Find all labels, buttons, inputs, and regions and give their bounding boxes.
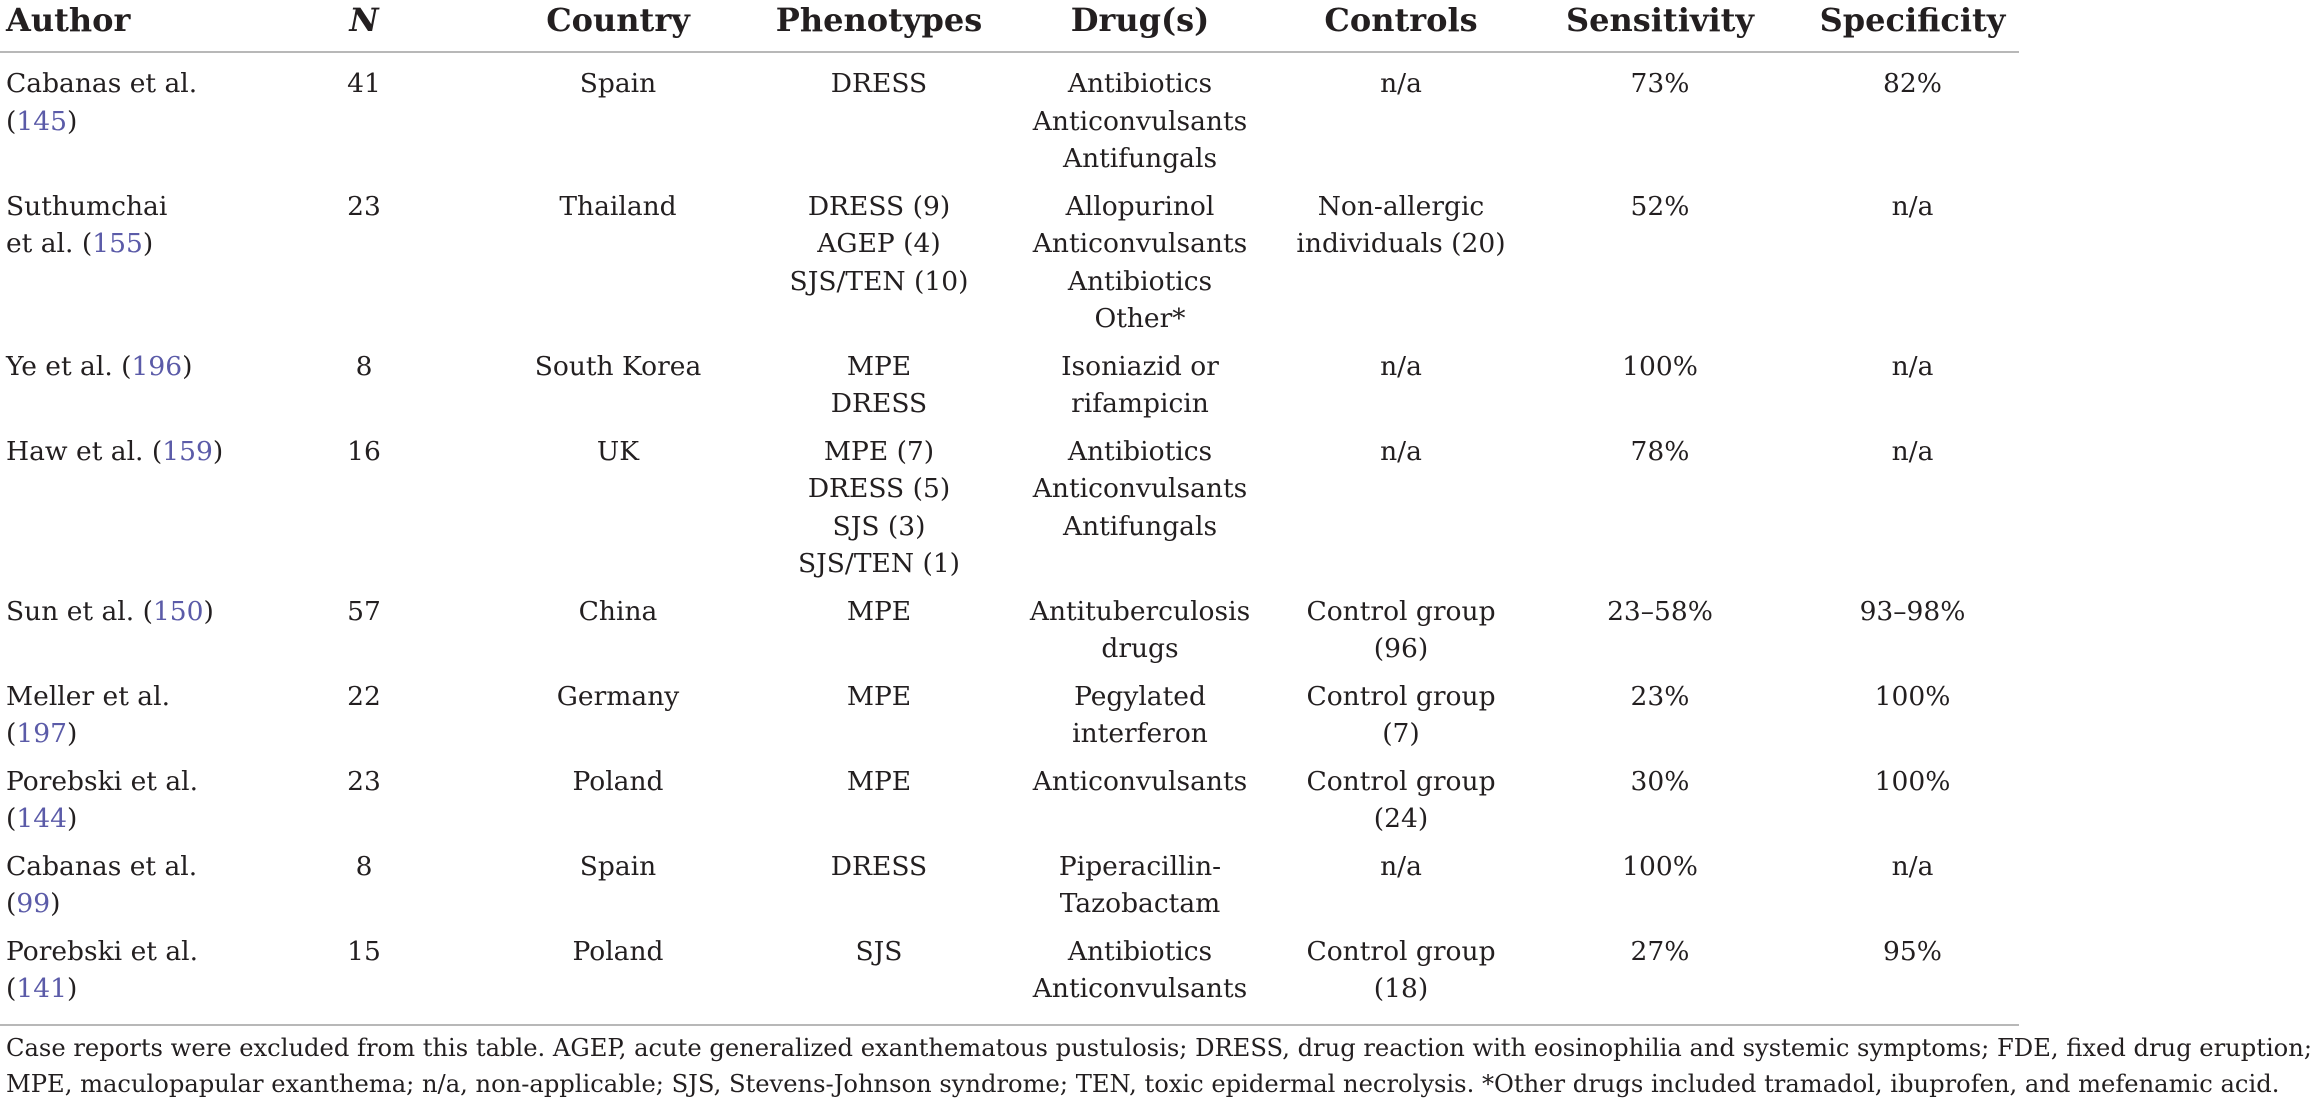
reference-link[interactable]: 150 xyxy=(152,595,204,627)
cell-specificity: n/a xyxy=(1891,350,1934,382)
author-text: Cabanas et al. xyxy=(6,68,198,99)
phenotype-line: MPE (7) xyxy=(823,435,935,467)
phenotype-line: MPE xyxy=(846,680,912,712)
drug-line: Tazobactam xyxy=(1059,888,1221,919)
phenotype-line: DRESS (9) xyxy=(807,190,951,222)
cell-country: Spain xyxy=(579,68,657,99)
footnote-line: MPE, maculopapular exanthema; n/a, non-applicable; SJS, Stevens-Johnson syndrome; TEN, toxic epidermal necrolysis. *Other drugs included tramadol, ibuprofen, and mefenamic acid. xyxy=(6,1070,2280,1098)
cell-controls xyxy=(1288,763,1514,848)
phenotype-line: SJS xyxy=(855,935,903,967)
reference-link[interactable]: 141 xyxy=(16,973,67,1004)
cell-n: 22 xyxy=(347,680,381,712)
author-line xyxy=(6,848,258,886)
cell-controls xyxy=(1288,678,1514,763)
phenotype-line: DRESS (5) xyxy=(807,473,951,504)
drug-line: Antifungals xyxy=(1062,143,1218,174)
cell-country: Germany xyxy=(556,680,680,712)
drug-line: Antibiotics xyxy=(1067,265,1213,297)
header-country: Country xyxy=(470,0,766,52)
header-n-label: N xyxy=(349,1,379,39)
header-controls: Controls xyxy=(1288,0,1514,52)
author-line xyxy=(6,103,258,141)
author-line xyxy=(6,800,258,838)
author-text: Haw et al. ( xyxy=(6,435,163,467)
cell-drugs xyxy=(992,593,1288,678)
cell-controls xyxy=(1288,933,1514,1022)
cell-sensitivity: 23% xyxy=(1630,680,1690,712)
cell-n: 57 xyxy=(347,595,381,627)
drug-line: Isoniazid or xyxy=(1061,350,1219,382)
phenotype-line: MPE xyxy=(846,595,912,627)
cell-n: 16 xyxy=(347,435,381,467)
phenotype-line: DRESS xyxy=(830,68,928,99)
cell-specificity: 93–98% xyxy=(1859,595,1966,627)
author-text: ( xyxy=(6,973,17,1004)
cell-controls xyxy=(1288,848,1514,933)
control-line: Control group xyxy=(1306,935,1496,967)
author-text: Porebski et al. xyxy=(6,935,199,967)
author-text: Suthumchai xyxy=(6,190,168,222)
reference-close: ) xyxy=(66,105,78,137)
cell-country: Poland xyxy=(572,935,664,967)
reference-close: ) xyxy=(66,718,78,749)
cell-country: Thailand xyxy=(559,190,677,222)
control-line: n/a xyxy=(1380,435,1422,467)
drug-line: drugs xyxy=(1101,633,1179,664)
cell-author xyxy=(0,678,258,763)
cell-phenotypes xyxy=(766,188,992,348)
cell-drugs xyxy=(992,848,1288,933)
reference-link[interactable]: 155 xyxy=(92,228,143,259)
author-line xyxy=(6,763,258,801)
cell-phenotypes xyxy=(766,593,992,678)
header-n xyxy=(258,0,470,52)
table-row xyxy=(0,848,2019,933)
table-row xyxy=(0,763,2019,848)
cell-specificity: 95% xyxy=(1883,935,1942,967)
cell-controls xyxy=(1288,52,1514,188)
cell-author xyxy=(0,848,258,933)
cell-n: 23 xyxy=(347,765,381,797)
reference-link[interactable]: 196 xyxy=(131,350,183,382)
reference-link[interactable]: 144 xyxy=(16,803,67,834)
cell-phenotypes xyxy=(766,763,992,848)
cell-specificity: 82% xyxy=(1883,68,1942,99)
table-row xyxy=(0,348,2019,433)
author-line xyxy=(6,715,258,753)
cell-author xyxy=(0,348,258,433)
header-drugs: Drug(s) xyxy=(992,0,1288,52)
drug-line: Antituberculosis xyxy=(1029,595,1251,627)
table-row xyxy=(0,433,2019,593)
control-line: (96) xyxy=(1373,633,1429,664)
author-line xyxy=(6,678,258,716)
author-text: Ye et al. ( xyxy=(6,350,132,382)
phenotype-line: SJS (3) xyxy=(832,510,926,542)
control-line: Non-allergic xyxy=(1317,190,1485,222)
author-line xyxy=(6,885,258,923)
cell-specificity: 100% xyxy=(1874,680,1951,712)
cell-specificity: n/a xyxy=(1891,850,1934,882)
drug-line: rifampicin xyxy=(1071,388,1209,419)
author-line xyxy=(6,188,258,226)
cell-sensitivity: 100% xyxy=(1622,350,1698,382)
cell-controls xyxy=(1288,188,1514,348)
table-row xyxy=(0,593,2019,678)
cell-drugs xyxy=(992,348,1288,433)
author-text: ( xyxy=(6,803,17,834)
control-line: n/a xyxy=(1380,68,1422,99)
cell-author xyxy=(0,763,258,848)
phenotype-line: SJS/TEN (1) xyxy=(797,548,961,579)
drug-line: Antifungals xyxy=(1062,510,1218,542)
control-line: Control group xyxy=(1306,680,1496,712)
table-row xyxy=(0,188,2019,348)
drug-line: Anticonvulsants xyxy=(1032,473,1248,504)
phenotype-line: DRESS xyxy=(830,850,928,882)
author-text: ( xyxy=(6,718,17,749)
table-row xyxy=(0,678,2019,763)
table-body xyxy=(0,52,2019,1022)
header-row xyxy=(0,0,2019,52)
cell-drugs xyxy=(992,933,1288,1022)
control-line: (18) xyxy=(1373,973,1429,1004)
author-line xyxy=(6,970,258,1008)
phenotype-line: SJS/TEN (10) xyxy=(789,265,969,297)
cell-sensitivity: 23–58% xyxy=(1607,595,1713,627)
reference-link[interactable]: 145 xyxy=(16,105,67,137)
cell-n: 23 xyxy=(347,190,381,222)
reference-link[interactable]: 197 xyxy=(16,718,67,749)
control-line: n/a xyxy=(1380,850,1422,882)
header-author: Author xyxy=(0,0,258,52)
cell-n: 15 xyxy=(347,935,381,967)
author-line xyxy=(6,348,258,386)
reference-close: ) xyxy=(50,888,61,919)
drug-line: Pegylated xyxy=(1074,680,1206,712)
reference-link[interactable]: 99 xyxy=(16,888,51,919)
cell-author xyxy=(0,52,258,188)
cell-controls xyxy=(1288,433,1514,593)
cell-country: China xyxy=(578,595,658,627)
author-line xyxy=(6,225,258,263)
phenotype-line: AGEP (4) xyxy=(817,228,941,259)
control-line: n/a xyxy=(1380,350,1422,382)
cell-n: 8 xyxy=(355,350,373,382)
phenotype-line: MPE xyxy=(846,765,912,797)
reference-link[interactable]: 159 xyxy=(162,435,213,467)
cell-drugs xyxy=(992,763,1288,848)
table-header xyxy=(0,0,2019,52)
drug-line: Antibiotics xyxy=(1067,435,1213,467)
cell-specificity: 100% xyxy=(1874,765,1951,797)
cell-author xyxy=(0,593,258,678)
cell-sensitivity: 78% xyxy=(1630,435,1690,467)
footnote-divider xyxy=(0,1024,2019,1026)
author-text: Meller et al. xyxy=(6,680,170,712)
drug-line: interferon xyxy=(1072,718,1208,749)
cell-controls xyxy=(1288,348,1514,433)
reference-close: ) xyxy=(212,435,224,467)
drug-line: Anticonvulsants xyxy=(1032,973,1248,1004)
cell-sensitivity: 100% xyxy=(1622,850,1698,882)
footnote-line: Case reports were excluded from this table. AGEP, acute generalized exanthematous pustulosis; DRESS, drug reaction with eosinophilia and systemic symptoms; FDE, fixed drug eruption; xyxy=(6,1034,2312,1062)
control-line: (24) xyxy=(1373,803,1429,834)
cell-country: Poland xyxy=(572,765,664,797)
cell-phenotypes xyxy=(766,678,992,763)
reference-close: ) xyxy=(142,228,154,259)
cell-sensitivity: 27% xyxy=(1630,935,1690,967)
cell-country: UK xyxy=(596,435,640,467)
drug-line: Other* xyxy=(1094,303,1186,334)
cell-sensitivity: 30% xyxy=(1630,765,1690,797)
author-line xyxy=(6,433,258,471)
cell-country: Spain xyxy=(579,850,657,882)
drug-line: Piperacillin- xyxy=(1058,850,1222,882)
reference-close: ) xyxy=(182,350,193,382)
table-row xyxy=(0,52,2019,188)
cell-drugs xyxy=(992,433,1288,593)
header-phenotypes: Phenotypes xyxy=(766,0,992,52)
drug-line: Allopurinol xyxy=(1065,190,1215,222)
author-line xyxy=(6,65,258,103)
cell-specificity: n/a xyxy=(1891,190,1934,222)
control-line: Control group xyxy=(1306,595,1496,627)
cell-phenotypes xyxy=(766,848,992,933)
drug-line: Antibiotics xyxy=(1067,935,1213,967)
cell-phenotypes xyxy=(766,933,992,1022)
cell-sensitivity: 73% xyxy=(1630,68,1690,99)
cell-author xyxy=(0,188,258,348)
cell-n: 8 xyxy=(355,850,373,882)
cell-specificity: n/a xyxy=(1891,435,1934,467)
cell-phenotypes xyxy=(766,52,992,188)
table-row xyxy=(0,933,2019,1022)
author-text: Sun et al. ( xyxy=(6,595,153,627)
drug-line: Anticonvulsants xyxy=(1032,765,1248,797)
cell-drugs xyxy=(992,52,1288,188)
table-footnote xyxy=(6,1030,2312,1102)
cell-author xyxy=(0,933,258,1022)
drug-line: Antibiotics xyxy=(1067,68,1213,99)
author-text: Porebski et al. xyxy=(6,765,199,797)
cell-drugs xyxy=(992,188,1288,348)
cell-drugs xyxy=(992,678,1288,763)
cell-n: 41 xyxy=(347,68,381,99)
phenotype-line: MPE xyxy=(846,350,912,382)
author-line xyxy=(6,593,258,631)
header-specificity: Specificity xyxy=(1806,0,2019,52)
drug-line: Anticonvulsants xyxy=(1032,228,1248,259)
control-line: (7) xyxy=(1382,718,1420,749)
control-line: Control group xyxy=(1306,765,1496,797)
author-text: ( xyxy=(6,105,17,137)
reference-close: ) xyxy=(203,595,214,627)
cell-author xyxy=(0,433,258,593)
cell-sensitivity: 52% xyxy=(1630,190,1690,222)
reference-close: ) xyxy=(66,973,78,1004)
author-text: ( xyxy=(6,888,17,919)
author-text: Cabanas et al. xyxy=(6,850,198,882)
phenotype-line: DRESS xyxy=(830,388,928,419)
cell-country: South Korea xyxy=(534,350,702,382)
cell-phenotypes xyxy=(766,348,992,433)
cell-phenotypes xyxy=(766,433,992,593)
author-line xyxy=(6,933,258,971)
author-text: et al. ( xyxy=(6,228,93,259)
drug-line: Anticonvulsants xyxy=(1032,105,1248,137)
header-sensitivity: Sensitivity xyxy=(1514,0,1806,52)
control-line: individuals (20) xyxy=(1296,228,1506,259)
reference-close: ) xyxy=(66,803,78,834)
cell-controls xyxy=(1288,593,1514,678)
